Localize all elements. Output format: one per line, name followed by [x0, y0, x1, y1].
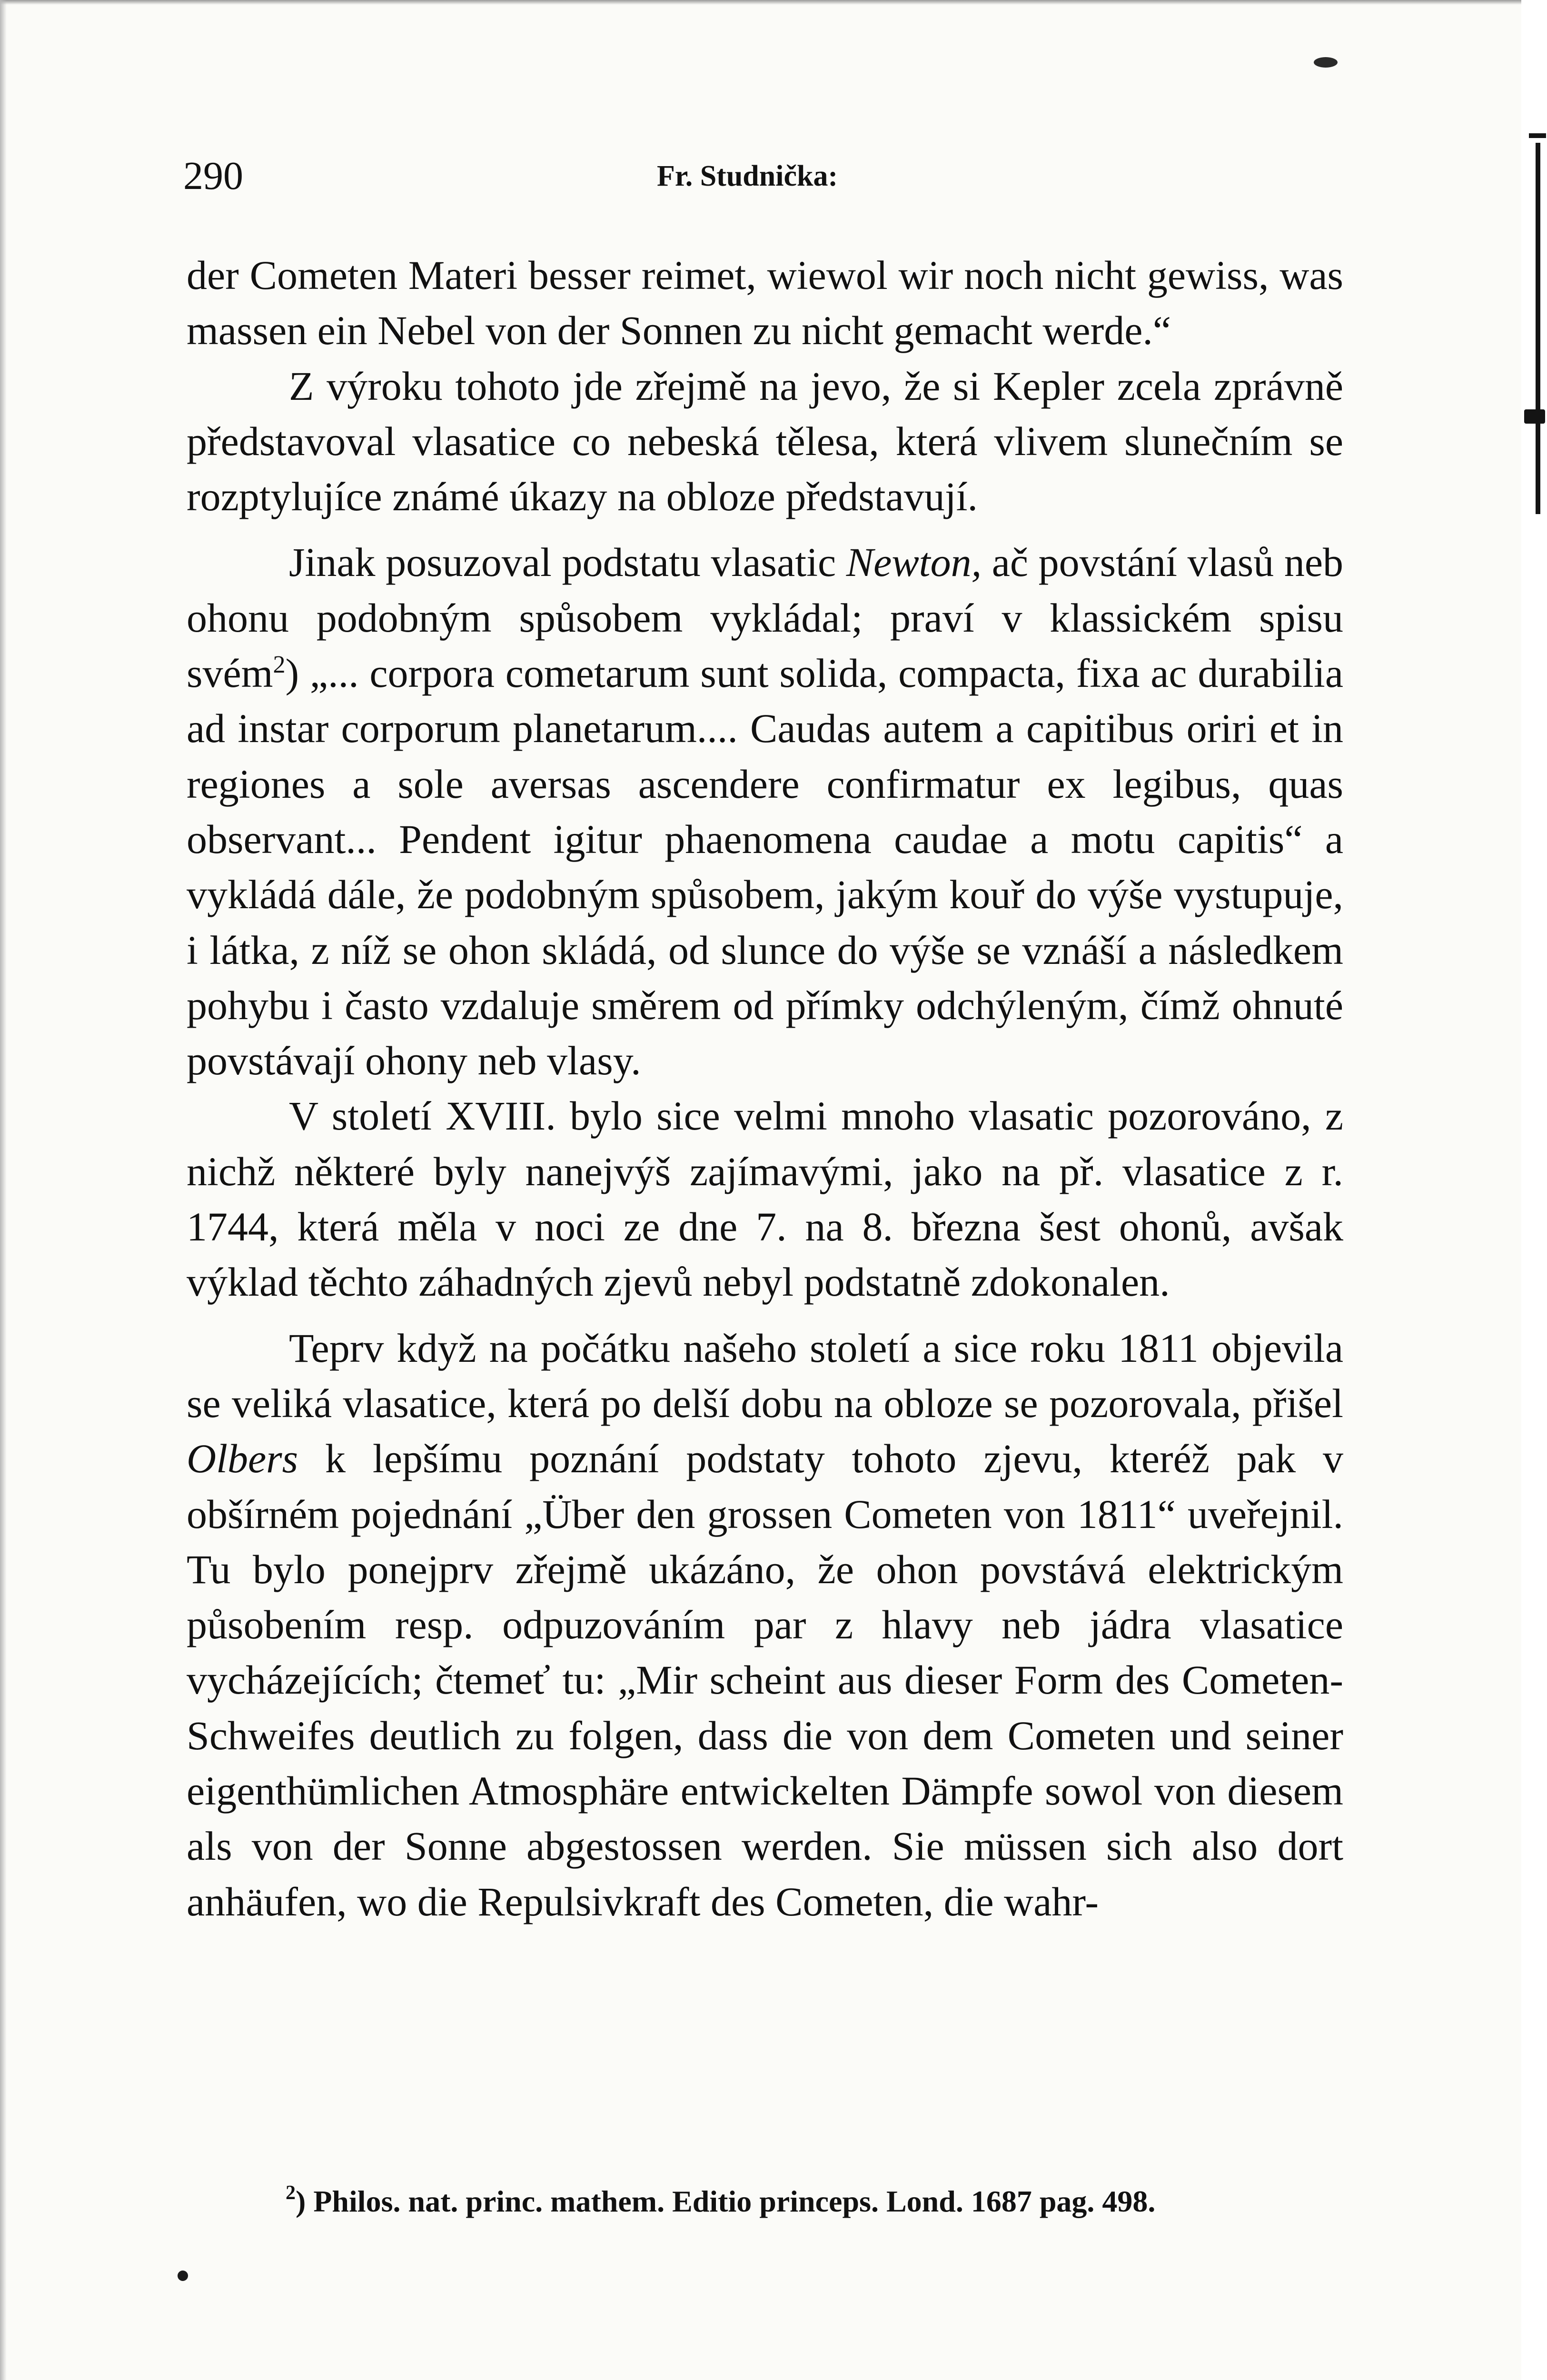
paragraph-5-text-a: Teprv když na počátku našeho století a sice roku 1811 objevila se veliká vlasatice, která po delší dobu na obloze se pozorovala, přišel [187, 1325, 1343, 1426]
scan-edge-mark [1524, 409, 1545, 424]
footnote-reference: 2 [273, 651, 286, 679]
paragraph-3-text-a: Jinak posuzoval podstatu vlasatic [289, 539, 846, 585]
paragraph-2: Z výroku tohoto jde zřejmě na jevo, že si Kepler zcela zprávně představoval vlasatice co nebeská tělesa, která vlivem slunečním se rozptylujíce známé úkazy na obloze představují. [187, 363, 1343, 520]
paragraph-3-text-c: ) „... corpora cometarum sunt solida, compacta, fixa ac durabilia ad instar corporum planetarum.... Caudas autem a capitibus oriri et in regiones a sole aversas ascendere confirmatur ex legibus, quas observant... Pendent igitur phaenomena caudae a motu capitis“ a vykládá dále, že podobným spůsobem, jakým kouř do výše vystupuje, i látka, z níž se ohon skládá, od slunce do výše se vznáší a následkem pohybu i často vzdaluje směrem od přímky odchýleným, čímž ohnuté povstávají ohony neb vlasy. [187, 650, 1343, 1084]
scan-edge-mark-top [1529, 133, 1546, 138]
scan-binding-line [1536, 143, 1540, 514]
paragraph-4: V století XVIII. bylo sice velmi mnoho vlasatic pozorováno, z nichž některé byly nanejvýš zajímavými, jako na př. vlasatice z r. 1744, která měla v noci ze dne 7. na 8. března šest ohonů, avšak výklad těchto záhadných zjevů nebyl podstatně zdokonalen. [187, 1093, 1343, 1305]
ink-smudge [1314, 57, 1338, 68]
paragraph-1: der Cometen Materi besser reimet, wiewol wir noch nicht gewiss, was massen ein Nebel von der Sonnen zu nicht gemacht werde.“ [187, 252, 1343, 354]
paragraph-5-text-b: k lepšímu poznání podstaty tohoto zjevu, kteréž pak v obšírném pojednání „Über den grossen Cometen von 1811“ uveřejnil. Tu bylo ponejprv zřejmě ukázáno, že ohon povstává elektrickým působením resp. odpuzováním par z hlavy neb jádra vlasatice vycházejících; čtemeť tu: „Mir scheint aus dieser Form des Cometen-Schweifes deutlich zu folgen, dass die von dem Cometen und seiner eigenthümlichen Atmosphäre entwickelten Dämpfe sowol von diesem als von der Sonne abgestossen werden. Sie müssen sich also dort anhäufen, wo die Repulsivkraft des Cometen, die wahr- [187, 1436, 1343, 1924]
footnote [286, 2180, 1347, 2223]
page-number: 290 [183, 154, 243, 198]
scan-edge-top [0, 0, 1547, 5]
paragraph-3 [187, 535, 1343, 1088]
footnote-text: ) Philos. nat. princ. mathem. Editio princeps. Lond. 1687 pag. 498. [296, 2184, 1156, 2218]
name-newton: Newton, [846, 539, 982, 585]
paragraph-5 [187, 1320, 1343, 1929]
scan-edge-left [0, 0, 7, 2380]
footnote-marker: 2 [286, 2182, 296, 2204]
scan-edge-right [1521, 0, 1547, 2380]
body-text [187, 248, 1343, 1929]
ink-dot [178, 2271, 188, 2281]
paragraph-3-text-b: ač povstání vlasů neb ohonu podobným spůsobem vykládal; praví v klassickém spisu svém [187, 539, 1343, 696]
name-olbers: Olbers [187, 1436, 298, 1482]
running-head: Fr. Studnička: [657, 160, 838, 192]
